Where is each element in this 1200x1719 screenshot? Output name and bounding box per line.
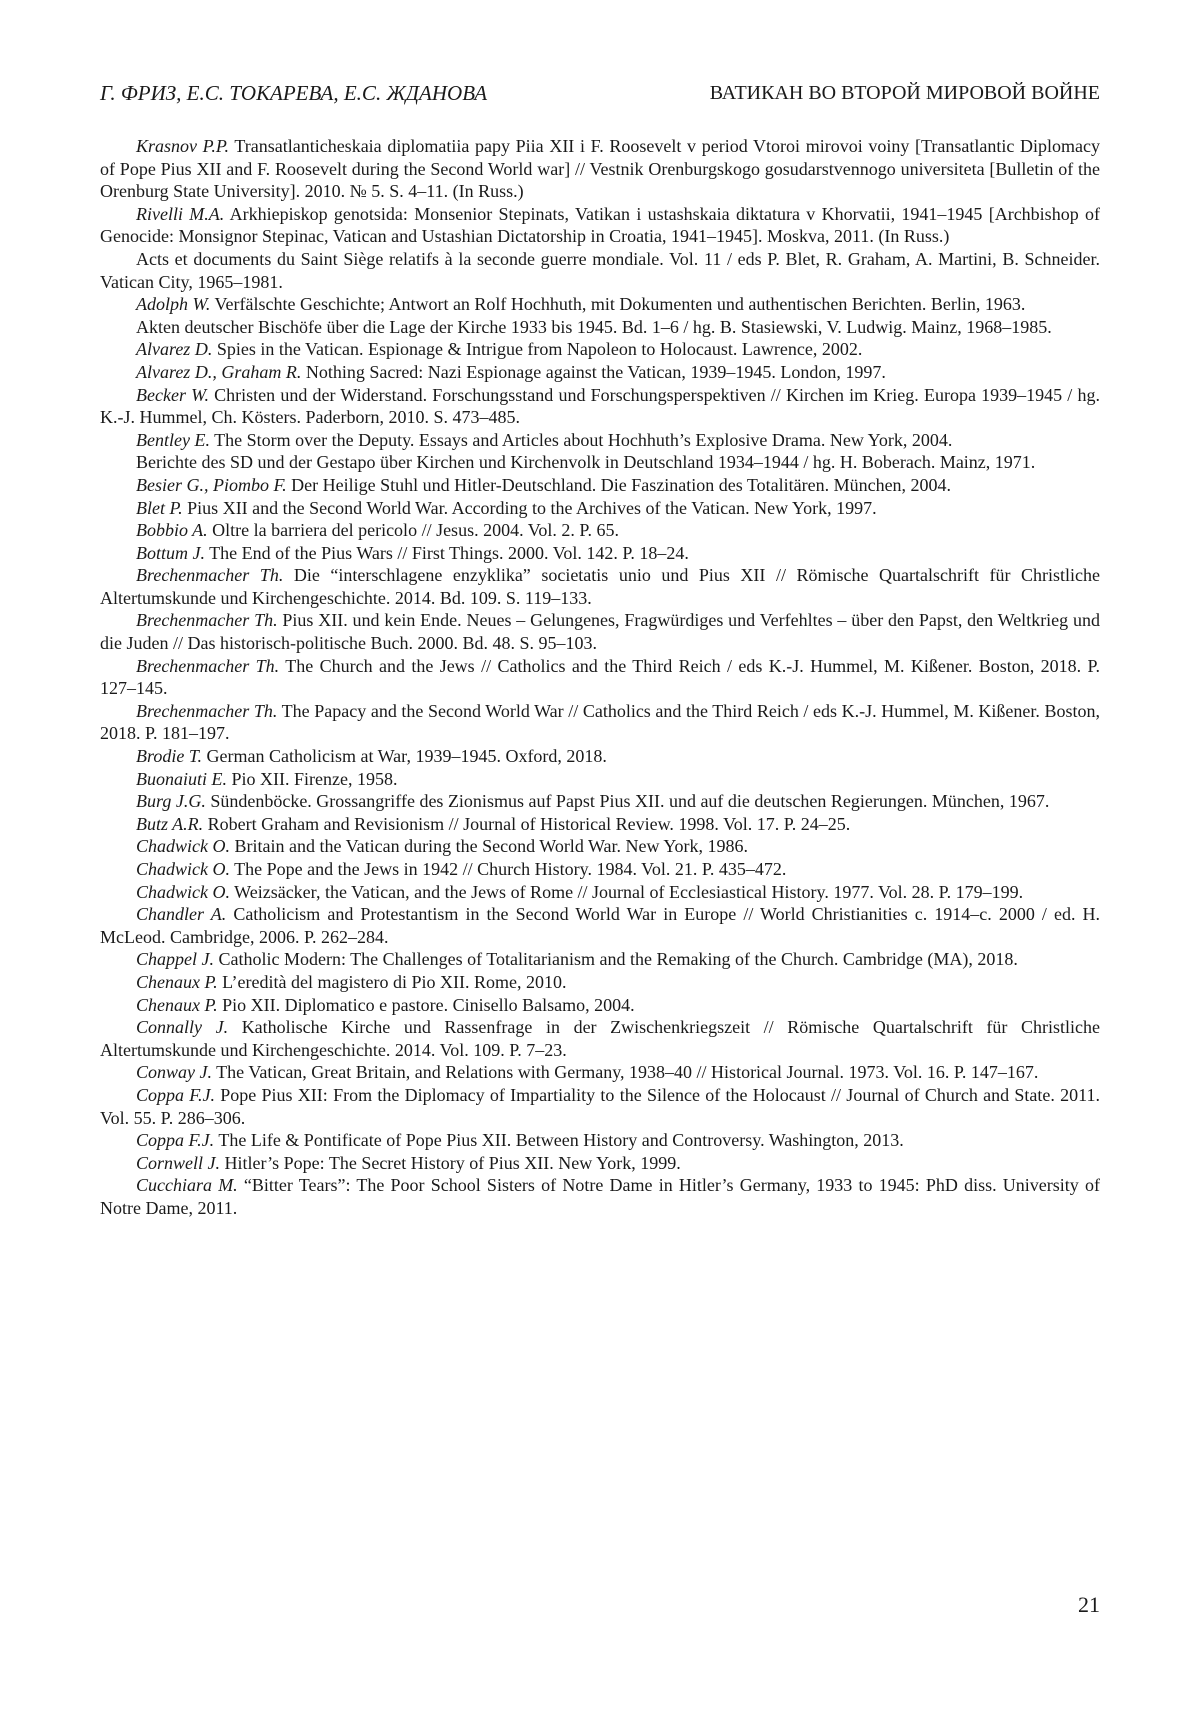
reference-text: The Church and the Jews // Catholics and the Third Reich / eds K.-J. Hummel, M. Kißener. Boston, 2018. P. 127–145. [100, 656, 1100, 699]
reference-author: Alvarez D. [136, 339, 212, 359]
reference-entry [100, 994, 1100, 1017]
reference-text: Katholische Kirche und Rassenfrage in der Zwischenkriegszeit // Römische Quartalschrift für Christliche Altertumskunde und Kirchengeschichte. 2014. Vol. 109. P. 7–23. [100, 1017, 1100, 1060]
reference-text: Pius XII. und kein Ende. Neues – Gelungenes, Fragwürdiges und Verfehltes – über den Papst, den Weltkrieg und die Juden // Das historisch-politische Buch. 2000. Bd. 48. S. 95–103. [100, 610, 1100, 653]
reference-author: Burg J.G. [136, 791, 206, 811]
reference-text: L’eredità del magistero di Pio XII. Rome, 2010. [218, 972, 567, 992]
reference-entry [100, 474, 1100, 497]
reference-author: Blet P. [136, 498, 183, 518]
reference-entry [100, 971, 1100, 994]
reference-text: The Vatican, Great Britain, and Relations with Germany, 1938–40 // Historical Journal. 1973. Vol. 16. P. 147–167. [212, 1062, 1038, 1082]
reference-entry [100, 384, 1100, 429]
reference-entry [100, 248, 1100, 293]
reference-author: Buonaiuti E. [136, 769, 227, 789]
reference-text: Christen und der Widerstand. Forschungsstand und Forschungsperspektiven // Kirchen im Krieg. Europa 1939–1945 / hg. K.-J. Hummel, Ch. Kösters. Paderborn, 2010. S. 473–485. [100, 385, 1100, 428]
reference-author: Bobbio A. [136, 520, 208, 540]
reference-entry [100, 1084, 1100, 1129]
reference-text: Spies in the Vatican. Espionage & Intrigue from Napoleon to Holocaust. Lawrence, 2002. [212, 339, 862, 359]
reference-text: Oltre la barriera del pericolo // Jesus. 2004. Vol. 2. P. 65. [208, 520, 619, 540]
reference-text: Hitler’s Pope: The Secret History of Pius XII. New York, 1999. [220, 1153, 681, 1173]
reference-text: Der Heilige Stuhl und Hitler-Deutschland. Die Faszination des Totalitären. München, 2004. [287, 475, 951, 495]
reference-text: Pio XII. Firenze, 1958. [227, 769, 397, 789]
reference-author: Becker W. [136, 385, 209, 405]
reference-text: The Life & Pontificate of Pope Pius XII. Between History and Controversy. Washington, 2013. [214, 1130, 904, 1150]
reference-entry [100, 1016, 1100, 1061]
reference-text: The Papacy and the Second World War // Catholics and the Third Reich / eds K.-J. Hummel, M. Kißener. Boston, 2018. P. 181–197. [100, 701, 1100, 744]
reference-entry [100, 542, 1100, 565]
reference-entry [100, 858, 1100, 881]
reference-author: Krasnov P.P. [136, 136, 229, 156]
reference-text: Pio XII. Diplomatico e pastore. Cinisello Balsamo, 2004. [218, 995, 635, 1015]
reference-entry [100, 519, 1100, 542]
reference-text: German Catholicism at War, 1939–1945. Oxford, 2018. [202, 746, 607, 766]
header-title: ВАТИКАН ВО ВТОРОЙ МИРОВОЙ ВОЙНЕ [710, 78, 1100, 108]
reference-entry [100, 293, 1100, 316]
reference-entry [100, 316, 1100, 339]
reference-author: Bottum J. [136, 543, 205, 563]
reference-author: Chappel J. [136, 949, 214, 969]
reference-text: Catholic Modern: The Challenges of Totalitarianism and the Remaking of the Church. Cambridge (MA), 2018. [214, 949, 1018, 969]
reference-entry [100, 1174, 1100, 1219]
reference-entry [100, 429, 1100, 452]
reference-author: Brechenmacher Th. [136, 565, 283, 585]
reference-text: Berichte des SD und der Gestapo über Kirchen und Kirchenvolk in Deutschland 1934–1944 / hg. H. Boberach. Mainz, 1971. [136, 452, 1035, 472]
reference-text: Catholicism and Protestantism in the Second World War in Europe // World Christianities c. 1914–c. 2000 / ed. H. McLeod. Cambridge, 2006. P. 262–284. [100, 904, 1100, 947]
reference-author: Bentley E. [136, 430, 210, 450]
reference-entry [100, 203, 1100, 248]
reference-author: Conway J. [136, 1062, 212, 1082]
reference-entry [100, 609, 1100, 654]
reference-author: Chandler A. [136, 904, 226, 924]
reference-author: Adolph W. [136, 294, 210, 314]
reference-text: “Bitter Tears”: The Poor School Sisters of Notre Dame in Hitler’s Germany, 1933 to 1945: PhD diss. University of Notre Dame, 2011. [100, 1175, 1100, 1218]
reference-text: Robert Graham and Revisionism // Journal of Historical Review. 1998. Vol. 17. P. 24–25. [203, 814, 850, 834]
reference-entry [100, 813, 1100, 836]
reference-author: Butz A.R. [136, 814, 203, 834]
reference-entry [100, 497, 1100, 520]
reference-author: Coppa F.J. [136, 1085, 215, 1105]
reference-entry [100, 768, 1100, 791]
reference-author: Cornwell J. [136, 1153, 220, 1173]
reference-entry [100, 790, 1100, 813]
reference-text: Pope Pius XII: From the Diplomacy of Impartiality to the Silence of the Holocaust // Journal of Church and State. 2011. Vol. 55. P. 286–306. [100, 1085, 1100, 1128]
reference-entry [100, 835, 1100, 858]
reference-author: Besier G., Piombo F. [136, 475, 287, 495]
reference-text: Transatlanticheskaia diplomatiia papy Piia XII i F. Roosevelt v period Vtoroi mirovoi voiny [Transatlantic Diplomacy of Pope Pius XII and F. Roosevelt during the Second World war] // Vestnik Orenburgskogo gosudarstvennogo universiteta [Bulletin of the Orenburg State University]. 2010. № 5. S. 4–11. (In Russ.) [100, 136, 1100, 201]
reference-entry [100, 451, 1100, 474]
reference-author: Coppa F.J. [136, 1130, 214, 1150]
reference-author: Chadwick O. [136, 882, 230, 902]
header-authors: Г. ФРИЗ, Е.С. ТОКАРЕВА, Е.С. ЖДАНОВА [100, 78, 487, 108]
reference-author: Connally J. [136, 1017, 228, 1037]
reference-text: Sündenböcke. Grossangriffe des Zionismus auf Papst Pius XII. und auf die deutschen Regierungen. München, 1967. [206, 791, 1050, 811]
reference-author: Chenaux P. [136, 995, 218, 1015]
reference-entry [100, 1152, 1100, 1175]
reference-entry [100, 338, 1100, 361]
reference-text: The End of the Pius Wars // First Things. 2000. Vol. 142. P. 18–24. [205, 543, 689, 563]
reference-author: Brechenmacher Th. [136, 656, 279, 676]
reference-text: Pius XII and the Second World War. According to the Archives of the Vatican. New York, 1997. [183, 498, 877, 518]
reference-entry [100, 700, 1100, 745]
reference-text: Britain and the Vatican during the Second World War. New York, 1986. [230, 836, 748, 856]
reference-author: Brechenmacher Th. [136, 610, 278, 630]
reference-author: Brodie T. [136, 746, 202, 766]
reference-entry [100, 361, 1100, 384]
reference-author: Chenaux P. [136, 972, 218, 992]
reference-author: Chadwick O. [136, 836, 230, 856]
reference-entry [100, 564, 1100, 609]
reference-author: Chadwick O. [136, 859, 230, 879]
reference-text: Verfälschte Geschichte; Antwort an Rolf Hochhuth, mit Dokumenten und authentischen Berichten. Berlin, 1963. [210, 294, 1025, 314]
reference-entry [100, 1129, 1100, 1152]
reference-entry [100, 655, 1100, 700]
reference-entry [100, 881, 1100, 904]
running-header [100, 78, 1100, 108]
reference-text: Die “interschlagene enzyklika” societatis unio und Pius XII // Römische Quartalschrift für Christliche Altertumskunde und Kirchengeschichte. 2014. Bd. 109. S. 119–133. [100, 565, 1100, 608]
reference-text: Nothing Sacred: Nazi Espionage against the Vatican, 1939–1945. London, 1997. [301, 362, 886, 382]
page-number: 21 [1078, 1592, 1100, 1618]
reference-entry [100, 948, 1100, 971]
reference-text: Acts et documents du Saint Siège relatifs à la seconde guerre mondiale. Vol. 11 / eds P. Blet, R. Graham, A. Martini, B. Schneider. Vatican City, 1965–1981. [100, 249, 1100, 292]
reference-author: Rivelli M.A. [136, 204, 224, 224]
reference-entry [100, 1061, 1100, 1084]
reference-text: Weizsäcker, the Vatican, and the Jews of Rome // Journal of Ecclesiastical History. 1977. Vol. 28. P. 179–199. [230, 882, 1023, 902]
reference-text: Akten deutscher Bischöfe über die Lage der Kirche 1933 bis 1945. Bd. 1–6 / hg. B. Stasiewski, V. Ludwig. Mainz, 1968–1985. [136, 317, 1052, 337]
bibliography-list [100, 135, 1100, 1220]
reference-author: Alvarez D., Graham R. [136, 362, 301, 382]
reference-text: Arkhiepiskop genotsida: Monsenior Stepinats, Vatikan i ustashskaia diktatura v Khorvatii, 1941–1945 [Archbishop of Genocide: Monsignor Stepinac, Vatican and Ustashian Dictatorship in Croatia, 1941–1945]. Moskva, 2011. (In Russ.) [100, 204, 1100, 247]
reference-entry [100, 135, 1100, 203]
reference-author: Brechenmacher Th. [136, 701, 277, 721]
reference-entry [100, 903, 1100, 948]
reference-author: Cucchiara M. [136, 1175, 238, 1195]
reference-text: The Pope and the Jews in 1942 // Church History. 1984. Vol. 21. P. 435–472. [230, 859, 786, 879]
reference-entry [100, 745, 1100, 768]
reference-text: The Storm over the Deputy. Essays and Articles about Hochhuth’s Explosive Drama. New York, 2004. [210, 430, 952, 450]
